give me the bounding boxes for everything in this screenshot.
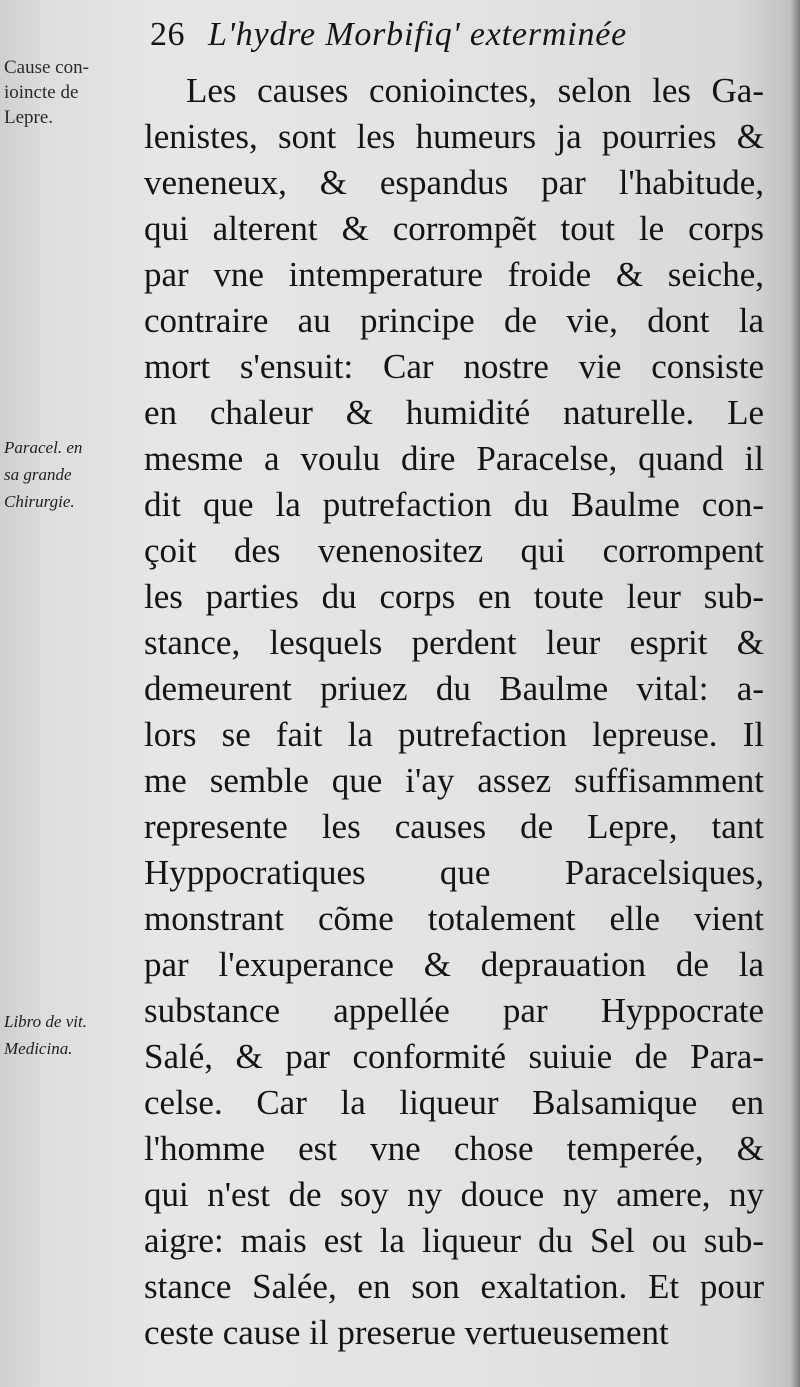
text-line: Les causes conioinctes, selon les Ga- (186, 71, 764, 110)
margin-note-line: Paracel. en (4, 438, 83, 457)
text-line: par l'exuperance & deprauation de la (144, 945, 764, 984)
text-line: celse. Car la liqueur Balsamique en (144, 1083, 764, 1122)
text-line: Salé, & par conformité suiuie de Para- (144, 1037, 764, 1076)
margin-note-line: Medicina. (4, 1039, 73, 1058)
margin-note-line: ioincte de (4, 82, 79, 103)
text-line: veneneux, & espandus par l'habitude, (144, 163, 764, 202)
running-head (150, 12, 750, 62)
body-text (144, 68, 764, 1356)
margin-note-cause (4, 55, 140, 130)
text-line: ceste cause il preserue vertueusement (144, 1313, 669, 1352)
margin-notes (0, 0, 140, 1387)
text-line: en chaleur & humidité naturelle. Le (144, 393, 764, 432)
margin-note-line: Cause con- (4, 57, 89, 78)
margin-note-line: Lepre. (4, 107, 54, 128)
margin-note-line: Chirurgie. (4, 492, 75, 511)
text-line: l'homme est vne chose temperée, & (144, 1129, 764, 1168)
text-line: mort s'ensuit: Car nostre vie consiste (144, 347, 764, 386)
text-line: mesme a voulu dire Paracelse, quand il (144, 439, 764, 478)
text-line: lenistes, sont les humeurs ja pourries & (144, 117, 764, 156)
text-line: stance, lesquels perdent leur esprit & (144, 623, 764, 662)
text-line: monstrant cõme totalement elle vient (144, 899, 764, 938)
text-line: les parties du corps en toute leur sub- (144, 577, 764, 616)
text-line: represente les causes de Lepre, tant (144, 807, 764, 846)
running-title: L'hydre Morbifiq' exterminée (208, 16, 628, 53)
text-line: qui alterent & corrompẽt tout le corps (144, 209, 764, 248)
text-line: lors se fait la putrefaction lepreuse. Il (144, 715, 764, 754)
text-line: contraire au principe de vie, dont la (144, 301, 764, 340)
margin-note-paracelse (4, 434, 140, 515)
margin-note-line: Libro de vit. (4, 1012, 87, 1031)
text-line: stance Salée, en son exaltation. Et pour (144, 1267, 764, 1306)
page-number: 26 (150, 16, 185, 53)
text-line: dit que la putrefaction du Baulme con- (144, 485, 764, 524)
text-line: par vne intemperature froide & seiche, (144, 255, 764, 294)
margin-note-libro (4, 1008, 140, 1062)
text-line: çoit des venenositez qui corrompent (144, 531, 764, 570)
text-line: demeurent priuez du Baulme vital: a- (144, 669, 764, 708)
text-line: qui n'est de soy ny douce ny amere, ny (144, 1175, 764, 1214)
text-line: aigre: mais est la liqueur du Sel ou sub- (144, 1221, 764, 1260)
text-line: me semble que i'ay assez suffisamment (144, 761, 764, 800)
text-line: Hyppocratiques que Paracelsiques, (144, 853, 764, 892)
margin-note-line: sa grande (4, 465, 72, 484)
text-line: substance appellée par Hyppocrate (144, 991, 764, 1030)
